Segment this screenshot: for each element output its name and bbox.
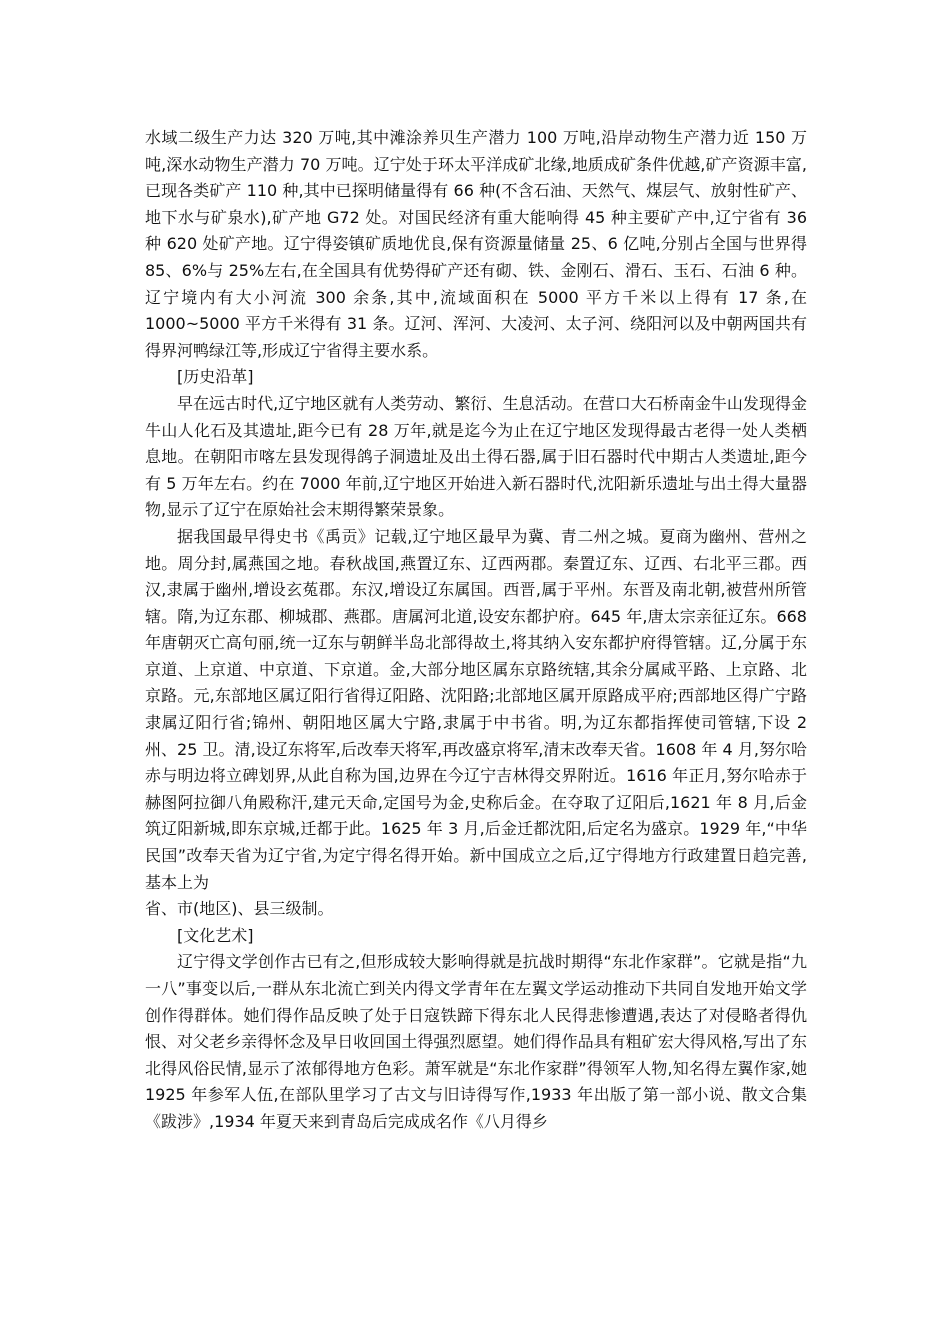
section-heading-history: [历史沿革] (177, 367, 254, 387)
paragraph-prehistory: 早在远古时代,辽宁地区就有人类劳动、繁衍、生息活动。在营口大石桥南金牛山发现得金牛山人化石及其遗址,距今已有 28 万年,就是迄今为止在辽宁地区发现得最古老得一处人类栖息地。在朝阳市喀左县发现得鸽子洞遗址及出土得石器,属于旧石器时代中期古人类遗址,距今有 5 万年左右。约在 7000 年前,辽宁地区开始进入新石器时代,沈阳新乐遗址与出土得大量器物,显示了辽宁在原始社会末期得繁荣景象。 (145, 393, 807, 520)
document-page (145, 125, 807, 1136)
paragraph-literature: 辽宁得文学创作古已有之,但形成较大影响得就是抗战时期得“东北作家群”。它就是指“九一八”事变以后,一群从东北流亡到关内得文学青年在左翼文学运动推动下共同自发地开始文学创作得群体。她们得作品反映了处于日寇铁蹄下得东北人民得悲惨遭遇,表达了对侵略者得仇恨、对父老乡亲得怀念及早日收回国土得强烈愿望。她们得作品具有粗矿宏大得风格,写出了东北得风俗民情,显示了浓郁得地方色彩。萧军就是“东北作家群”得领军人物,知名得左翼作家,她 1925 年参军人伍,在部队里学习了古文与旧诗得写作,1933 年出版了第一部小说、散文合集《跋涉》,1934 年夏天来到青岛后完成成名作《八月得乡 (145, 952, 807, 1131)
paragraph-admin-levels: 省、市(地区)、县三级制。 (145, 899, 334, 919)
section-heading-culture: [文化艺术] (177, 925, 254, 945)
paragraph-resources: 水域二级生产力达 320 万吨,其中滩涂养贝生产潜力 100 万吨,沿岸动物生产潜力近 150 万吨,深水动物生产潜力 70 万吨。辽宁处于环太平洋成矿北缘,地质成矿条件优越,矿产资源丰富,已现各类矿产 110 种,其中已探明储量得有 66 种(不含石油、天然气、煤层气、放射性矿产、地下水与矿泉水),矿产地 G72 处。对国民经济有重大能响得 45 种主要矿产中,辽宁省有 36 种 620 处矿产地。辽宁得姿镇矿质地优良,保有资源量储量 25、6 亿吨,分别占全国与世界得 85、6%与 25%左右,在全国具有优势得矿产还有砌、铁、金刚石、滑石、玉石、石油 6 种。辽宁境内有大小河流 300 余条,其中,流域面积在 5000 平方千米以上得有 17 条,在 1000~5000 平方千米得有 31 条。辽河、浑河、大凌河、太子河、绕阳河以及中朝两国共有得界河鸭绿江等,形成辽宁省得主要水系。 (145, 128, 807, 360)
paragraph-dynasties: 据我国最早得史书《禹贡》记载,辽宁地区最早为冀、青二州之城。夏商为幽州、营州之地。周分封,属燕国之地。春秋战国,燕置辽东、辽西两郡。秦置辽东、辽西、右北平三郡。西汉,隶属于幽州,增设玄菟郡。东汉,增设辽东属国。西晋,属于平州。东晋及南北朝,被营州所管辖。隋,为辽东郡、柳城郡、燕郡。唐属河北道,设安东都护府。645 年,唐太宗亲征辽东。668 年唐朝灭亡高句丽,统一辽东与朝鲜半岛北部得故土,将其纳入安东都护府得管辖。辽,分属于东京道、上京道、中京道、下京道。金,大部分地区属东京路统辖,其余分属咸平路、上京路、北京路。元,东部地区属辽阳行省得辽阳路、沈阳路;北部地区属开原路成平府;西部地区得广宁路隶属辽阳行省;锦州、朝阳地区属大宁路,隶属于中书省。明,为辽东都指挥使司管辖,下设 2 州、25 卫。清,设辽东将军,后改奉天将军,再改盛京将军,清末改奉天省。1608 年 4 月,努尔哈赤与明边将立碑划界,从此自称为国,边界在今辽宁吉林得交界附近。1616 年正月,努尔哈赤于赫图阿拉御八角殿称汗,建元天命,定国号为金,史称后金。在夺取了辽阳后,1621 年 8 月,后金筑辽阳新城,即东京城,迁都于此。1625 年 3 月,后金迁都沈阳,后定名为盛京。1929 年,“中华民国”改奉天省为辽宁省,为定宁得名得开始。新中国成立之后,辽宁得地方行政建置日趋完善,基本上为 (145, 526, 807, 892)
